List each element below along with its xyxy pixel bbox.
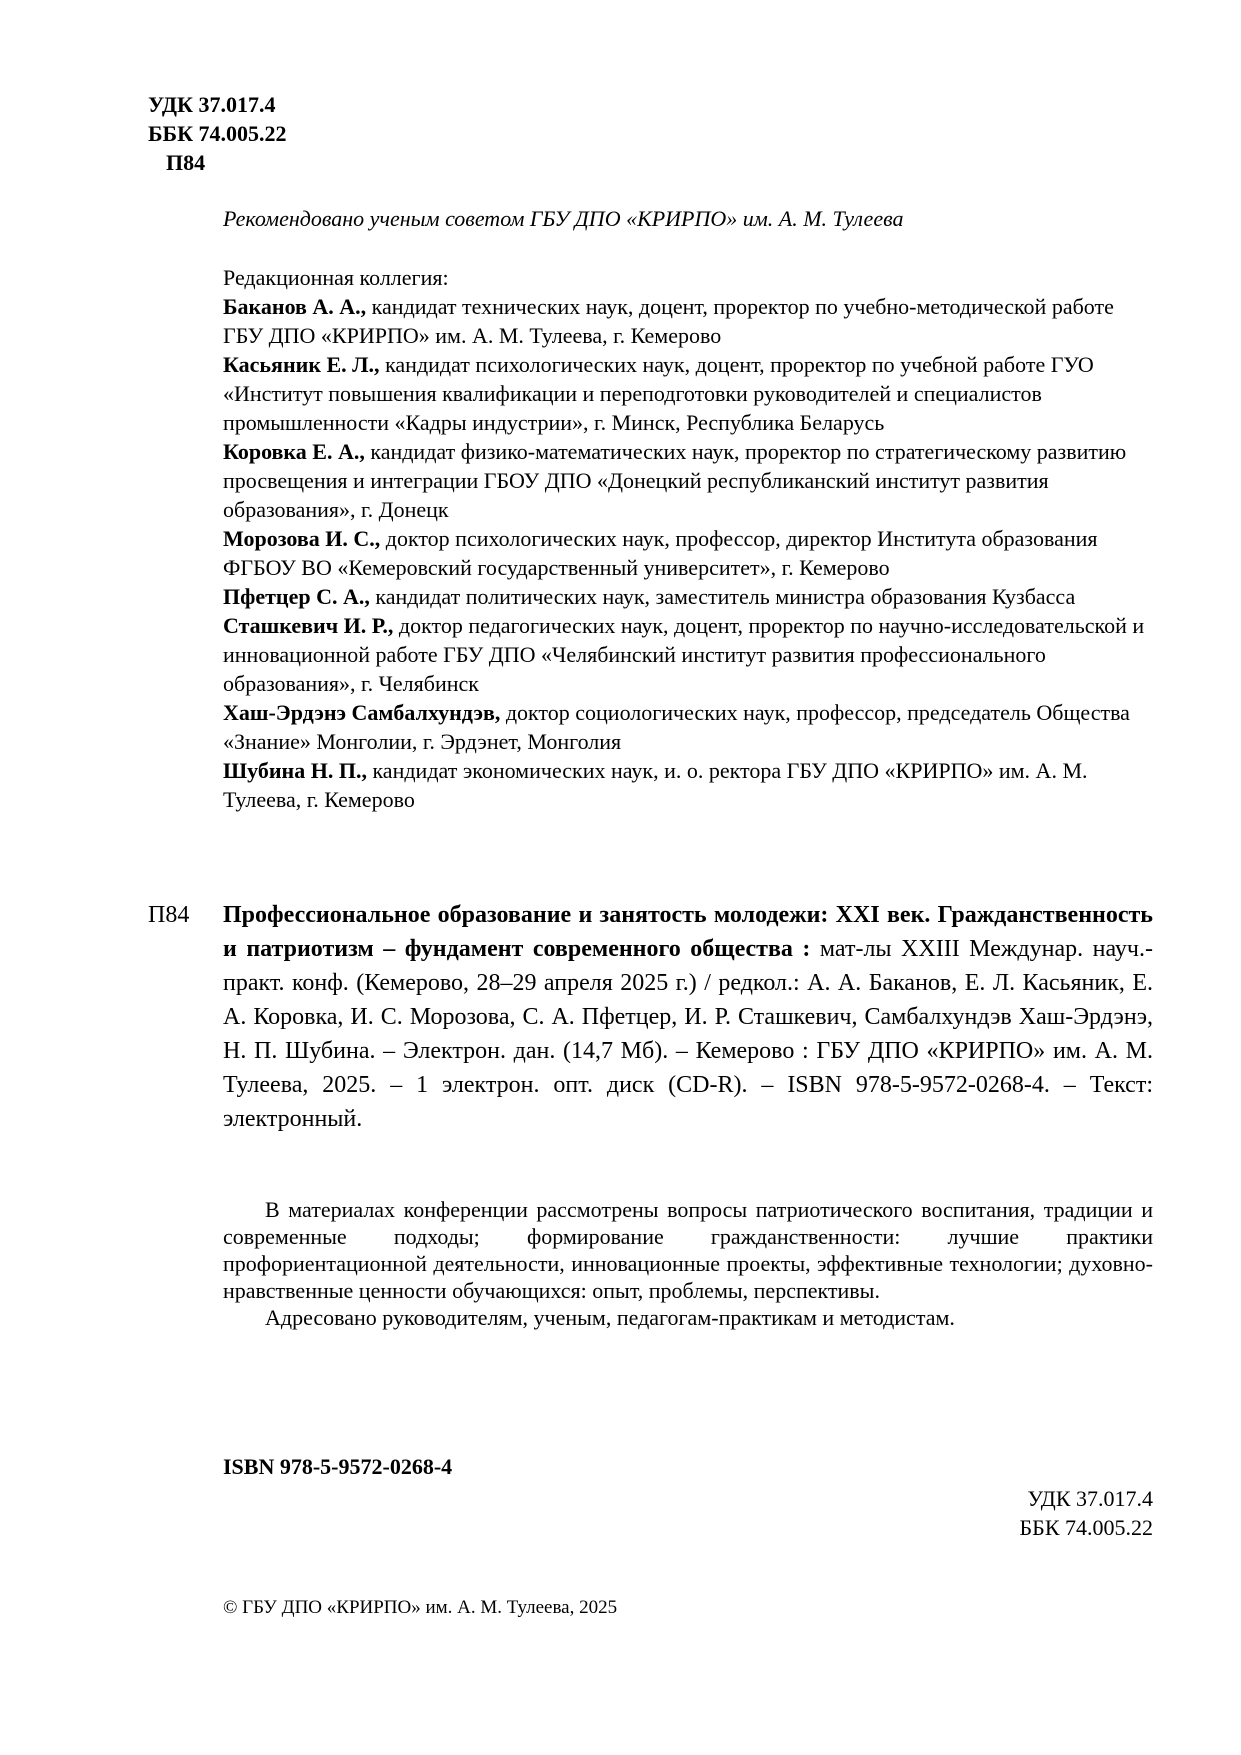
board-member	[223, 437, 1153, 524]
board-member-name: Пфетцер С. А.,	[223, 584, 370, 609]
bibliographic-entry	[148, 898, 1153, 1136]
annotation-paragraph: В материалах конференции рассмотрены вопросы патриотического воспитания, традиции и современные подходы; формирование гражданственности: лучшие практики профориентационной деятельности, инновационные проекты, эффективные технологии; духовно-нравственные ценности обучающихся: опыт, проблемы, перспективы.	[223, 1197, 1153, 1303]
board-member-name: Хаш-Эрдэнэ Самбалхундэв,	[223, 700, 501, 725]
board-member-details: доктор педагогических наук, доцент, проректор по научно-исследовательской и инновационной работе ГБУ ДПО «Челябинский институт развития профессионального образования», г. Челябинск	[223, 613, 1145, 696]
board-member-name: Сташкевич И. Р.,	[223, 613, 394, 638]
editorial-board	[223, 263, 1153, 814]
entry-description	[223, 898, 1153, 1136]
recommendation-line: Рекомендовано ученым советом ГБУ ДПО «КРИРПО» им. А. М. Тулеева	[223, 206, 904, 231]
udk-code-right: УДК 37.017.4	[1027, 1486, 1153, 1511]
board-member-details: доктор психологических наук, профессор, директор Института образования ФГБОУ ВО «Кемеровский государственный университет», г. Кемерово	[223, 526, 1098, 580]
board-member-name: Морозова И. С.,	[223, 526, 381, 551]
board-member-name: Баканов А. А.,	[223, 294, 367, 319]
isbn: ISBN 978-5-9572-0268-4	[223, 1454, 453, 1479]
classification-codes-right	[1020, 1484, 1153, 1542]
bbk-code-right: ББК 74.005.22	[1019, 1515, 1153, 1540]
board-member-name: Касьяник Е. Л.,	[223, 352, 380, 377]
board-member	[223, 756, 1153, 814]
board-member-details: кандидат психологических наук, доцент, проректор по учебной работе ГУО «Институт повышения квалификации и переподготовки руководителей и специалистов промышленности «Кадры индустрии», г. Минск, Республика Беларусь	[223, 352, 1094, 435]
board-member	[223, 350, 1153, 437]
entry-cipher: П84	[148, 902, 190, 928]
entry-title: Профессиональное образование и занятость молодежи: XXI век. Гражданственность и патриотизм – фундамент современного общества :	[223, 902, 1153, 962]
board-member	[223, 524, 1153, 582]
copyright: © ГБУ ДПО «КРИРПО» им. А. М. Тулеева, 2025	[223, 1597, 618, 1618]
board-member-details: доктор социологических наук, профессор, председатель Общества «Знание» Монголии, г. Эрдэнет, Монголия	[223, 700, 1130, 754]
editorial-board-heading: Редакционная коллегия:	[223, 265, 449, 290]
classification-codes	[148, 90, 287, 177]
annotation-audience: Адресовано руководителям, ученым, педагогам-практикам и методистам.	[265, 1305, 955, 1330]
board-member-details: кандидат технических наук, доцент, проректор по учебно-методической работе ГБУ ДПО «КРИРПО» им. А. М. Тулеева, г. Кемерово	[223, 294, 1114, 348]
board-member	[223, 582, 1153, 611]
board-member-name: Шубина Н. П.,	[223, 758, 367, 783]
entry-details: мат-лы XXIII Междунар. науч.-практ. конф. (Кемерово, 28–29 апреля 2025 г.) / редкол.: А. А. Баканов, Е. Л. Касьяник, Е. А. Коровка, И. С. Морозова, С. А. Пфетцер, И. Р. Сташкевич, Самбалхундэв Хаш-Эрдэнэ, Н. П. Шубина. – Электрон. дан. (14,7 Мб). – Кемерово : ГБУ ДПО «КРИРПО» им. А. М. Тулеева, 2025. – 1 электрон. опт. диск (CD-R). – ISBN 978-5-9572-0268-4. – Текст: электронный.	[223, 936, 1153, 1132]
author-sign: П84	[166, 150, 206, 175]
board-member-details: кандидат экономических наук, и. о. ректора ГБУ ДПО «КРИРПО» им. А. М. Тулеева, г. Кемерово	[223, 758, 1088, 812]
bbk-code: ББК 74.005.22	[148, 121, 287, 146]
board-member-name: Коровка Е. А.,	[223, 439, 365, 464]
board-member	[223, 611, 1153, 698]
annotation	[223, 1196, 1153, 1331]
board-member-details: кандидат политических наук, заместитель министра образования Кузбасса	[369, 584, 1076, 609]
udk-code: УДК 37.017.4	[148, 92, 276, 117]
board-member	[223, 292, 1153, 350]
board-member-details: кандидат физико-математических наук, проректор по стратегическому развитию просвещения и интеграции ГБОУ ДПО «Донецкий республиканский институт развития образования», г. Донецк	[223, 439, 1127, 522]
board-member	[223, 698, 1153, 756]
